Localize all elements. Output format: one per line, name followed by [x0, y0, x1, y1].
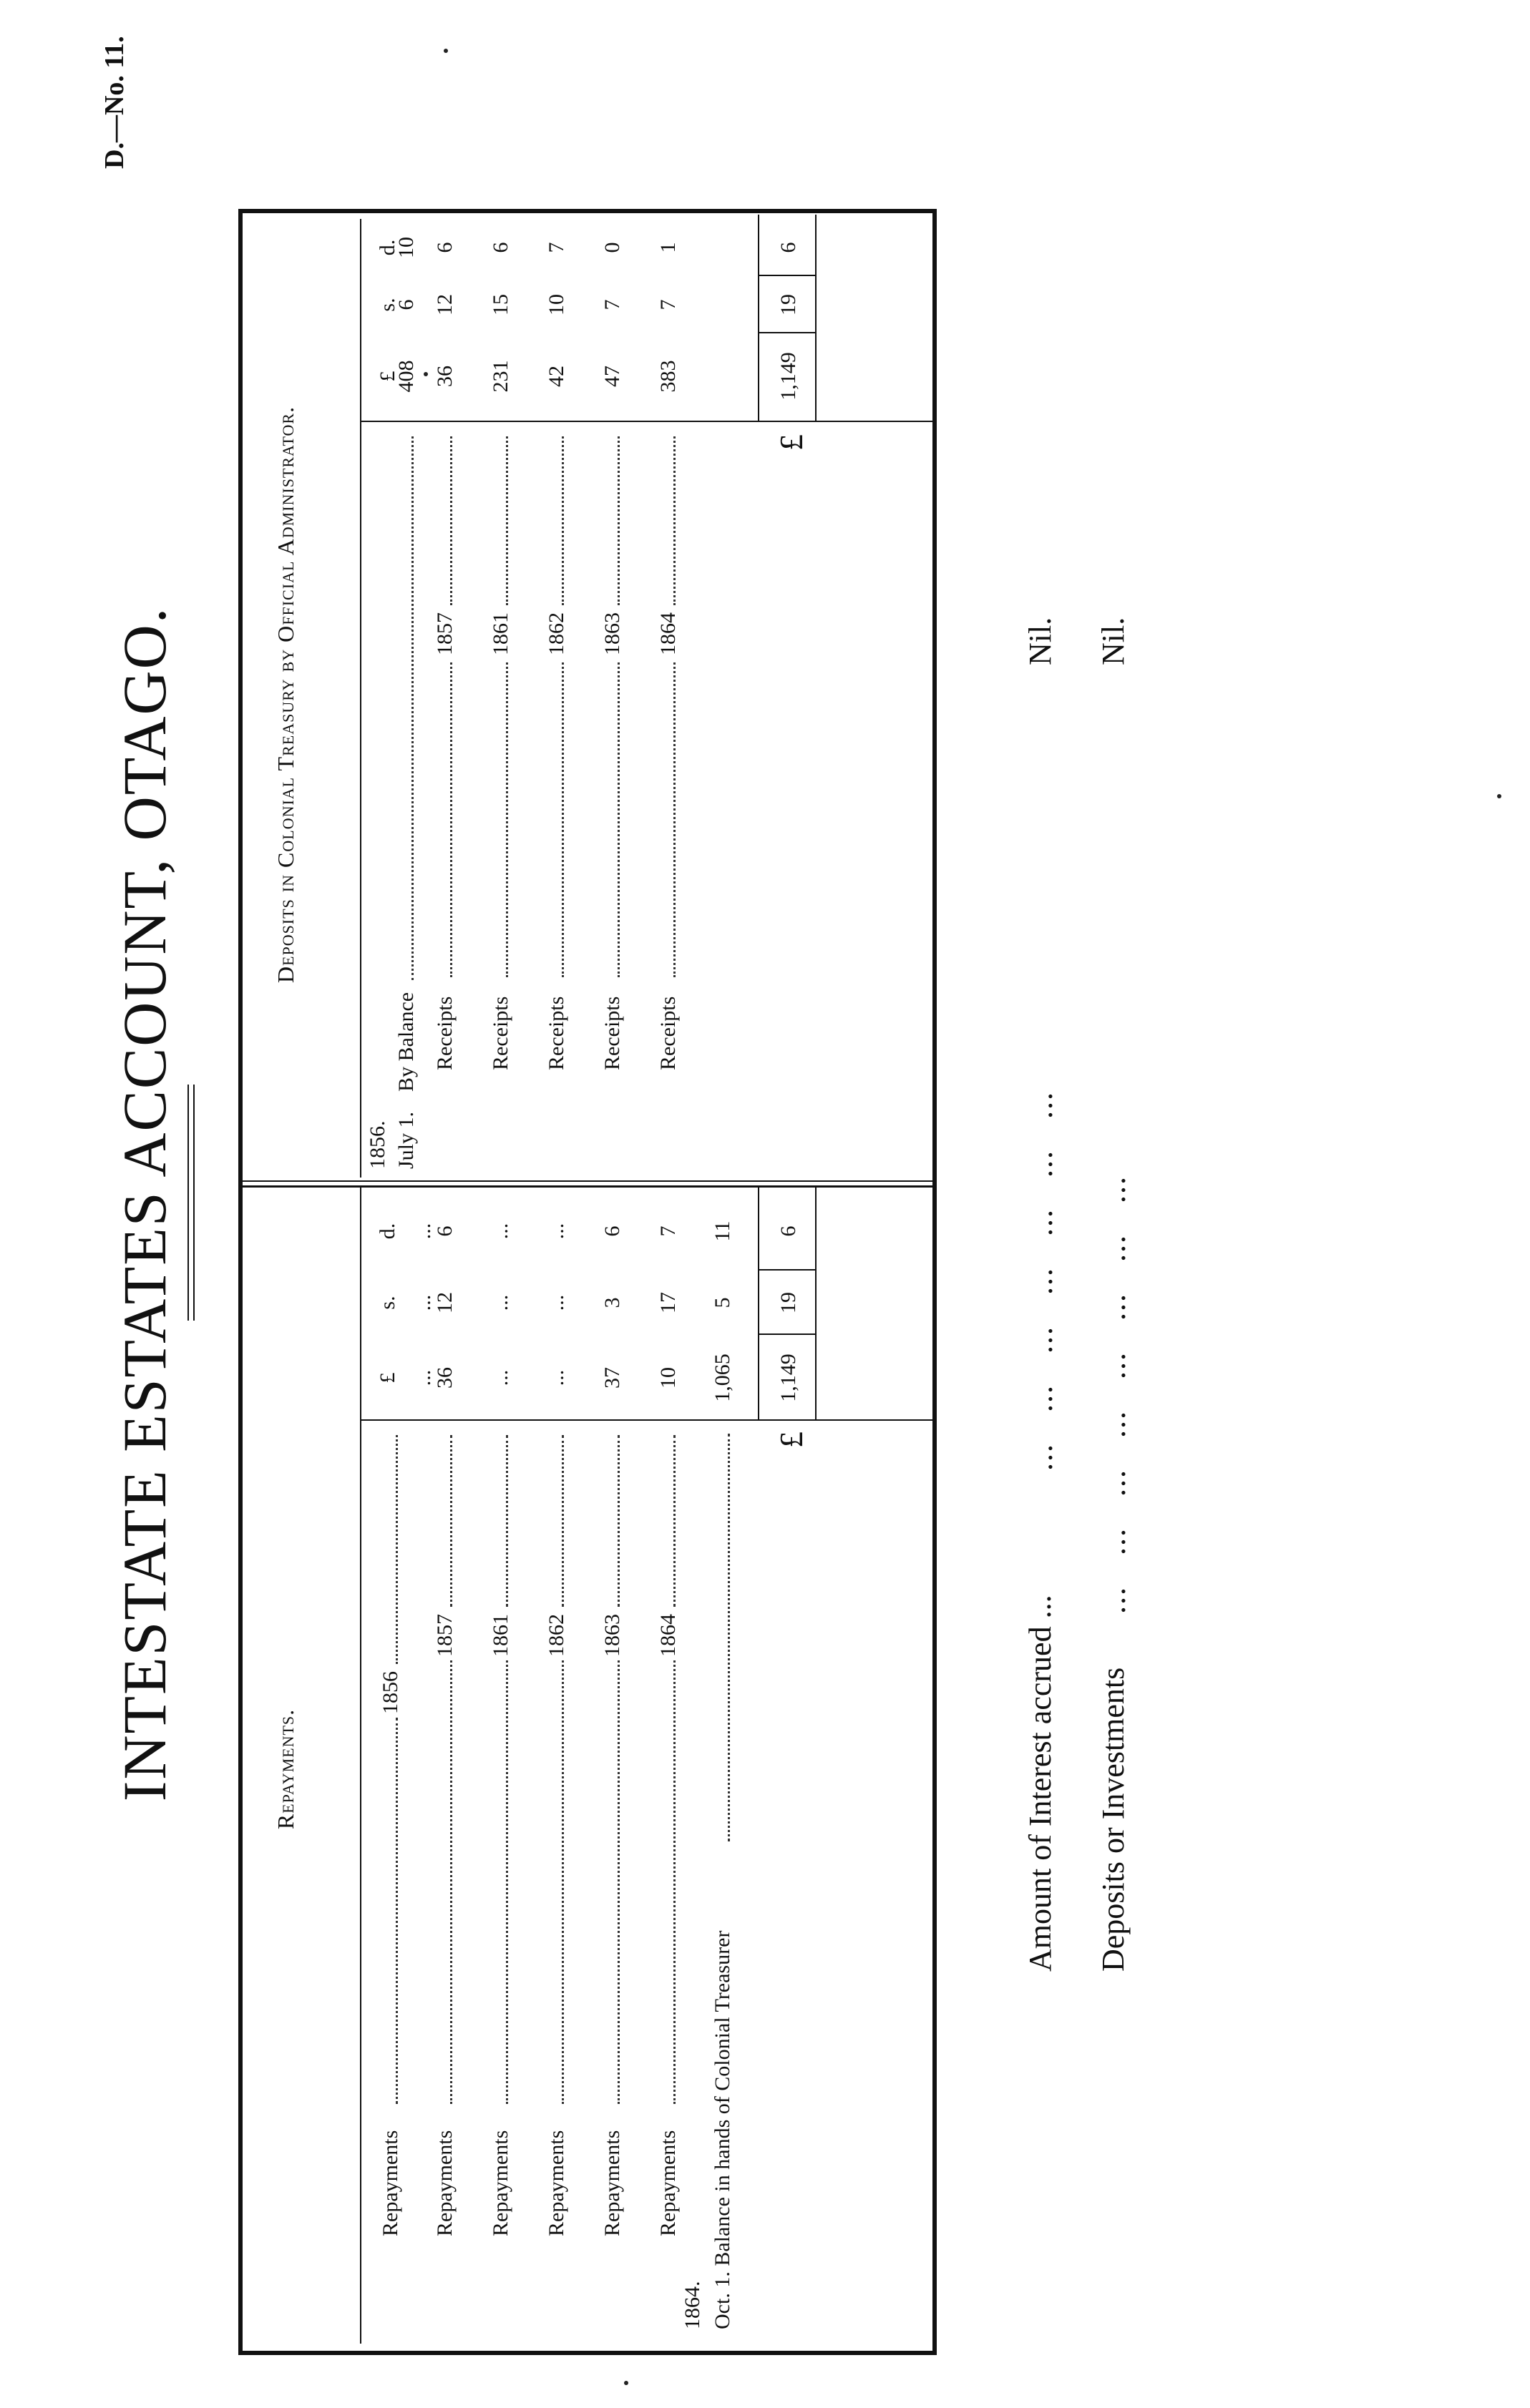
leader-dots [396, 1435, 398, 1664]
deposit-row-pounds: 383 [656, 360, 680, 393]
repayment-row-pence: ... [411, 1223, 435, 1240]
leader-dots [411, 436, 414, 980]
repayments-total-symbol: £ [773, 1431, 809, 1448]
center-divider-inner [243, 1180, 932, 1182]
repayment-row-shillings: 17 [656, 1292, 680, 1313]
leader-dots [728, 1434, 730, 1841]
deposits-header-rule [360, 219, 361, 1178]
leader-dots [450, 1660, 452, 2104]
scan-speck [424, 372, 428, 376]
deposit-row-shillings: 6 [394, 299, 418, 310]
deposit-row-label: Receipts [600, 996, 624, 1070]
deposit-row-year: 1861 [489, 612, 512, 655]
leader-dots [396, 1718, 398, 2104]
deposits-col-shillings: s. [376, 298, 399, 312]
repayment-row-pounds: 37 [600, 1367, 624, 1389]
deposit-row-label: Receipts [433, 996, 457, 1070]
deposit-row-pounds: 408 [394, 360, 418, 393]
repayments-total-pounds: 1,149 [776, 1354, 800, 1402]
total-col-rule [758, 1269, 815, 1271]
balance-shillings: 5 [711, 1297, 734, 1308]
balance-pence: 11 [711, 1220, 734, 1242]
deposits-investments-value: Nil. [1096, 617, 1131, 665]
repayment-row-pounds: 10 [656, 1367, 680, 1389]
repayment-row-pence: ... [489, 1223, 512, 1240]
deposit-row-pounds: 47 [600, 366, 624, 387]
repayments-col-pound: £ [376, 1372, 399, 1384]
balance-year: 1864. [681, 2281, 704, 2329]
deposit-row-year: 1862 [545, 612, 568, 655]
repayment-row-year: 1857 [433, 1614, 457, 1657]
leader-dots [450, 1435, 452, 1607]
deposit-row-pence: 1 [656, 242, 680, 253]
repayment-row-year: 1856 [379, 1671, 402, 1714]
deposit-row-label: Receipts [656, 996, 680, 1070]
deposits-total-rule-bottom [815, 215, 817, 422]
total-col-rule [758, 1333, 815, 1335]
leader-dots [673, 436, 676, 605]
repayments-header-rule [360, 1188, 361, 2344]
deposits-total-symbol: £ [773, 434, 809, 451]
repayments-col-shillings: s. [376, 1296, 399, 1310]
deposits-total-pence: 6 [776, 242, 800, 253]
leader-dots [450, 662, 452, 977]
repayment-row-label: Repayments [656, 2130, 680, 2236]
deposits-investments-dots: ... ... ... ... ... ... ... ... [1097, 1175, 1132, 1614]
deposit-row-pounds: 231 [489, 360, 512, 393]
repayment-row-shillings: 12 [433, 1292, 457, 1313]
repayment-row-shillings: ... [411, 1294, 435, 1311]
repayments-col-pence: d. [376, 1223, 399, 1240]
scan-speck [1497, 794, 1501, 798]
deposits-heading: Deposits in Colonial Treasury by Official Administrator. [273, 406, 298, 984]
repayment-row-shillings: 3 [600, 1297, 624, 1308]
balance-pounds: 1,065 [711, 1354, 734, 1402]
deposit-row-pence: 6 [433, 242, 457, 253]
deposits-total-rule-top [758, 215, 759, 422]
interest-accrued-value: Nil. [1023, 617, 1058, 665]
repayment-row-shillings: ... [489, 1294, 512, 1311]
repayments-total-rule-top [758, 1188, 759, 1421]
repayment-row-year: 1864 [656, 1614, 680, 1657]
repayment-row-pounds: ... [545, 1369, 568, 1386]
deposit-row-year: 1863 [600, 612, 624, 655]
leader-dots [618, 662, 620, 977]
balance-label: Oct. 1. Balance in hands of Colonial Treasurer [711, 1930, 734, 2329]
leader-dots [618, 1435, 620, 1607]
repayments-total-rule-bottom [815, 1188, 817, 1421]
deposit-row-shillings: 15 [489, 294, 512, 315]
repayment-row-label: Repayments [489, 2130, 512, 2236]
deposits-date-year: 1856. [366, 1120, 389, 1169]
repayment-row-label: Repayments [433, 2130, 457, 2236]
deposits-pound-col-rule [360, 421, 932, 422]
repayment-row-label: Repayments [545, 2130, 568, 2236]
title-rule-top [187, 1085, 189, 1321]
deposit-row-label: By Balance [394, 992, 418, 1092]
deposit-row-pence: 7 [545, 242, 568, 253]
page-title: INTESTATE ESTATES ACCOUNT, OTAGO. [110, 606, 179, 1802]
leader-dots [618, 436, 620, 605]
ledger-table [238, 209, 937, 2355]
scan-speck [444, 49, 448, 53]
deposits-col-pound: £ [376, 371, 399, 382]
repayment-row-label: Repayments [600, 2130, 624, 2236]
deposit-row-pounds: 36 [433, 366, 457, 387]
deposits-total-pounds: 1,149 [776, 352, 800, 401]
title-rule-bottom [193, 1085, 195, 1321]
total-col-rule [758, 275, 815, 276]
deposit-row-shillings: 7 [600, 299, 624, 310]
repayment-row-year: 1861 [489, 1614, 512, 1657]
document-reference: D.—No. 11. [99, 36, 130, 169]
deposit-row-label: Receipts [545, 996, 568, 1070]
repayment-row-pence: 6 [433, 1225, 457, 1237]
repayment-row-pence: 6 [600, 1225, 624, 1237]
leader-dots [506, 436, 508, 605]
leader-dots [506, 662, 508, 977]
repayment-row-year: 1862 [545, 1614, 568, 1657]
deposit-row-pence: 6 [489, 242, 512, 253]
leader-dots [673, 1435, 676, 1607]
leader-dots [450, 436, 452, 605]
repayment-row-label: Repayments [379, 2130, 402, 2236]
repayment-row-shillings: ... [545, 1294, 568, 1311]
repayments-heading: Repayments. [273, 1708, 298, 1830]
deposit-row-pounds: 42 [545, 366, 568, 387]
leader-dots [562, 1660, 564, 2104]
deposit-row-pence: 0 [600, 242, 624, 253]
repayment-row-year: 1863 [600, 1614, 624, 1657]
leader-dots [506, 1660, 508, 2104]
scan-speck [624, 2381, 628, 2385]
deposit-row-pence: 10 [394, 237, 418, 258]
deposit-row-shillings: 10 [545, 294, 568, 315]
interest-accrued-dots: ... ... ... ... ... ... ... [1024, 1091, 1059, 1471]
repayment-row-pounds: 36 [433, 1367, 457, 1389]
repayment-row-pounds: ... [411, 1369, 435, 1386]
repayment-row-pence: 7 [656, 1225, 680, 1237]
center-divider [243, 1185, 932, 1188]
total-col-rule [758, 332, 815, 333]
deposits-total-shillings: 19 [776, 294, 800, 315]
leader-dots [562, 436, 564, 605]
repayment-row-pounds: ... [489, 1369, 512, 1386]
deposit-row-label: Receipts [489, 996, 512, 1070]
repayments-total-shillings: 19 [776, 1292, 800, 1313]
deposits-investments-label: Deposits or Investments [1096, 1667, 1131, 1972]
deposits-date-day: July 1. [394, 1111, 418, 1169]
repayment-row-pence: ... [545, 1223, 568, 1240]
leader-dots [618, 1660, 620, 2104]
deposit-row-shillings: 12 [433, 294, 457, 315]
interest-accrued-label: Amount of Interest accrued ... [1023, 1595, 1058, 1972]
deposits-col-pence: d. [376, 239, 399, 256]
leader-dots [506, 1435, 508, 1607]
deposit-row-year: 1864 [656, 612, 680, 655]
leader-dots [562, 1435, 564, 1607]
leader-dots [562, 662, 564, 977]
repayments-total-pence: 6 [776, 1225, 800, 1237]
leader-dots [673, 662, 676, 977]
deposit-row-year: 1857 [433, 612, 457, 655]
leader-dots [673, 1660, 676, 2104]
deposit-row-shillings: 7 [656, 299, 680, 310]
